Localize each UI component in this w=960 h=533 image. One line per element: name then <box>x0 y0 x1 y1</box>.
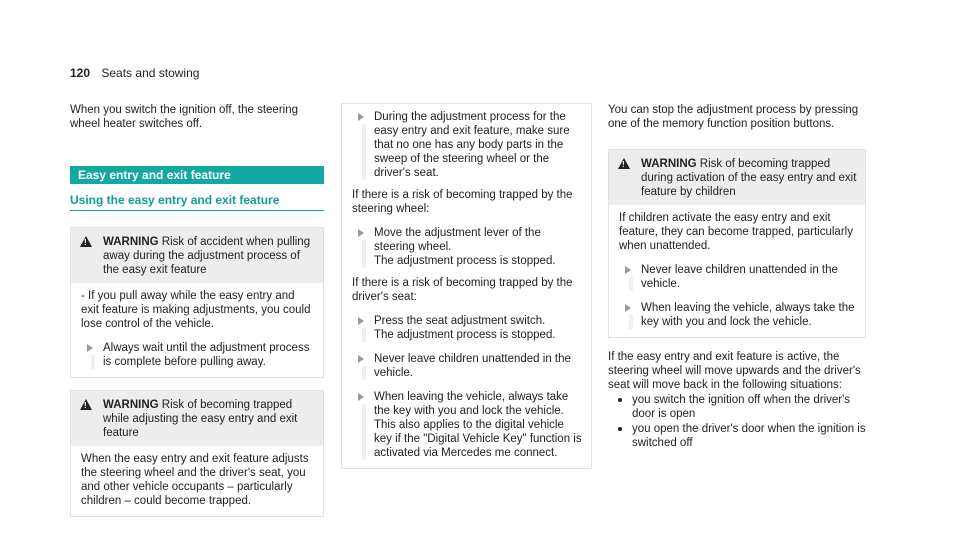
instruction-step <box>352 390 583 460</box>
arrow-icon <box>358 393 364 401</box>
step-text: Never leave children unattended in the vehicle. <box>374 353 571 379</box>
column-2 <box>341 103 592 469</box>
step-text: Never leave children unattended in the vehicle. <box>641 264 838 290</box>
warning-box-children <box>608 149 866 338</box>
arrow-icon <box>358 355 364 363</box>
list-item <box>608 393 866 421</box>
warning-label: WARNING <box>641 158 697 170</box>
list-item <box>608 422 866 450</box>
warning-label: WARNING <box>103 399 159 411</box>
arrow-icon <box>358 113 364 121</box>
warning-box-accident <box>70 227 324 378</box>
instruction-step <box>619 301 857 329</box>
warning-text: If children activate the easy entry and exit feature, they can become trapped, particularly when unattended. <box>619 212 853 252</box>
intro-text: When you switch the ignition off, the steering wheel heater switches off. <box>70 104 299 130</box>
bullet-icon <box>618 427 622 431</box>
instruction-step <box>619 263 857 291</box>
bullet-icon <box>618 398 622 402</box>
paragraph: If the easy entry and exit feature is active, the steering wheel will move upwards and the driver's seat will move back in the following situations: <box>608 351 861 391</box>
step-text: During the adjustment process for the easy entry and exit feature, make sure that no one has any body parts in the sweep of the steering wheel or the driver's seat. <box>374 111 570 179</box>
warning-title: Risk of becoming trapped while adjusting the easy entry and exit feature <box>103 399 298 439</box>
step-text: Always wait until the adjustment process is complete before pulling away. <box>103 342 310 368</box>
warning-header <box>71 391 323 446</box>
page-header <box>70 66 199 80</box>
step-text: Press the seat adjustment switch. <box>374 315 546 327</box>
warning-body <box>71 283 323 377</box>
instruction-step <box>352 352 583 380</box>
subsection-heading: Using the easy entry and exit feature <box>70 193 324 211</box>
warning-header <box>609 150 865 205</box>
warning-text: When the easy entry and exit feature adjusts the steering wheel and the driver's seat, you and other vehicle occupants – particularly children – could become trapped. <box>81 453 309 507</box>
instruction-box <box>341 103 592 469</box>
paragraph: If there is a risk of becoming trapped by the driver's seat: <box>352 277 573 303</box>
warning-box-trapped <box>70 390 324 517</box>
step-result: The adjustment process is stopped. <box>374 255 556 267</box>
page-number: 120 <box>70 66 91 80</box>
warning-label: WARNING <box>103 236 159 248</box>
instruction-step <box>352 226 583 268</box>
instruction-step <box>352 314 583 342</box>
warning-header <box>71 228 323 283</box>
warning-title: Risk of accident when pulling away during the adjustment process of the easy exit feature <box>103 236 311 276</box>
step-text: Move the adjustment lever of the steering wheel. <box>374 227 541 253</box>
list-item-text: you switch the ignition off when the driver's door is open <box>632 394 851 420</box>
list-item-text: you open the driver's door when the ignition is switched off <box>632 423 866 449</box>
warning-triangle-icon <box>80 236 92 247</box>
step-result: The adjustment process is stopped. <box>374 329 556 341</box>
section-title: Seats and stowing <box>101 66 200 80</box>
paragraph: If there is a risk of becoming trapped by the steering wheel: <box>352 189 573 215</box>
arrow-icon <box>358 317 364 325</box>
arrow-icon <box>625 304 631 312</box>
warning-title: Risk of becoming trapped during activation of the easy entry and exit feature by children <box>641 158 857 198</box>
warning-triangle-icon <box>618 158 630 169</box>
warning-body <box>71 446 323 516</box>
step-text: When leaving the vehicle, always take the key with you and lock the vehicle. <box>641 302 855 328</box>
arrow-icon <box>87 344 93 352</box>
warning-body <box>609 205 865 337</box>
instruction-step <box>352 110 583 180</box>
arrow-icon <box>358 229 364 237</box>
section-heading: Easy entry and exit feature <box>70 166 324 184</box>
warning-text: - If you pull away while the easy entry and exit feature is making adjustments, you could lose control of the vehicle. <box>81 290 311 330</box>
instruction-step <box>81 341 315 369</box>
warning-triangle-icon <box>80 399 92 410</box>
column-3 <box>608 103 866 450</box>
intro-text: You can stop the adjustment process by pressing one of the memory function position buttons. <box>608 104 859 130</box>
arrow-icon <box>625 266 631 274</box>
step-text: When leaving the vehicle, always take the key with you and lock the vehicle. This also applies to the digital vehicle key if the "Digital Vehicle Key" function is activated via Mercedes me connect. <box>374 391 582 459</box>
column-1 <box>70 103 324 517</box>
